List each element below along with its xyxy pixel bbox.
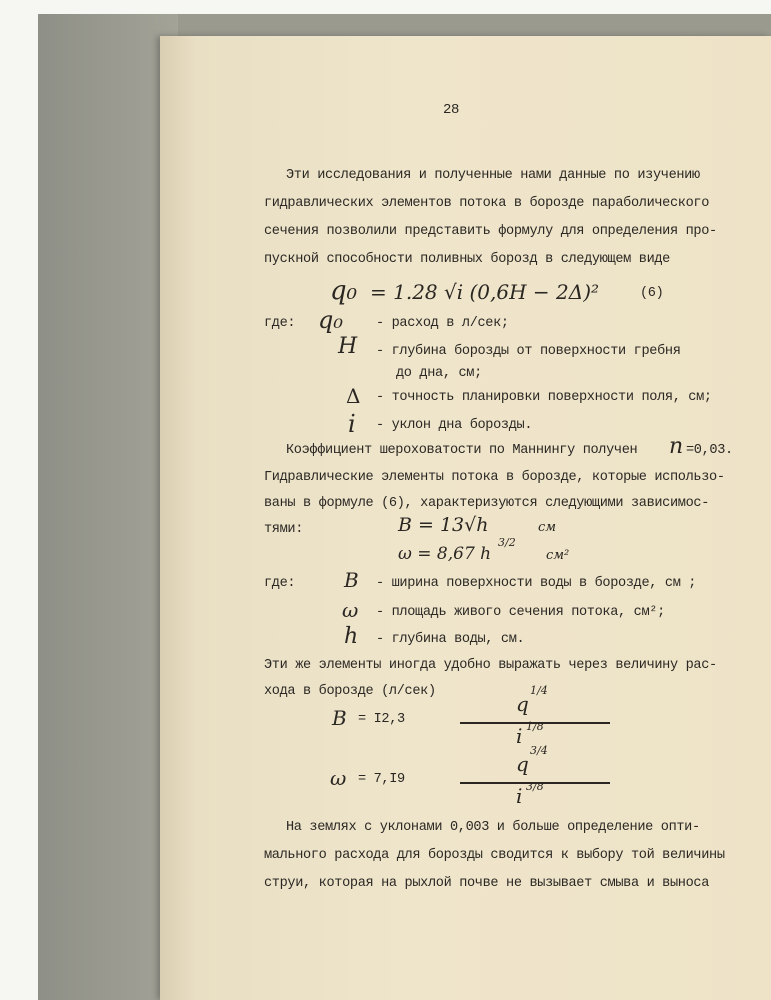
symbol-H: H: [338, 334, 358, 359]
paragraph-line: Эти же элементы иногда удобно выражать через величину рас-: [264, 658, 717, 673]
formula-B2-lhs: B: [332, 706, 347, 730]
formula-B2-coefficient: = I2,3: [358, 712, 405, 727]
symbol-B: B: [344, 568, 359, 592]
where-label: где:: [264, 576, 296, 591]
symbol-omega: ω: [342, 598, 359, 622]
symbol-i: i: [348, 410, 356, 438]
formula-B2-denominator: i: [516, 724, 523, 748]
formula-omega-unit: см²: [546, 548, 570, 563]
definition-line: - глубина воды, см.: [376, 632, 525, 647]
formula-6-rhs: = 1.28 √i (0,6H − 2Δ)²: [370, 280, 600, 304]
definition-line: - расход в л/сек;: [376, 316, 509, 331]
paragraph-line: Эти исследования и полученные нами данные по изучению: [286, 168, 700, 183]
paragraph-line: На землях с уклонами 0,003 и больше определение опти-: [286, 820, 700, 835]
formula-6-lhs: q₀: [330, 276, 358, 306]
formula-B2-numerator-exponent: 1/4: [530, 684, 548, 697]
formula-omega2-denominator-exponent: 3/8: [526, 780, 544, 793]
formula-omega-exponent: 3/2: [498, 536, 516, 549]
document-page: [160, 36, 771, 1000]
symbol-n: n: [669, 434, 684, 459]
formula-B2-numerator: q: [516, 692, 529, 716]
definition-line: - уклон дна борозды.: [376, 418, 533, 433]
paragraph-line: =0,03.: [686, 443, 733, 458]
page-number: 28: [443, 102, 460, 118]
symbol-q0: q₀: [318, 306, 343, 334]
paragraph-line: ваны в формуле (6), характеризуются следующими зависимос-: [264, 496, 710, 511]
paragraph-line: гидравлических элементов потока в борозде параболического: [264, 196, 710, 211]
formula-omega2-numerator: q: [516, 752, 529, 776]
formula-B-unit: см: [538, 520, 557, 535]
formula-omega2-coefficient: = 7,I9: [358, 772, 405, 787]
symbol-h: h: [344, 624, 359, 649]
paragraph-line: Гидравлические элементы потока в борозде, которые использо-: [264, 470, 725, 485]
definition-line: - точность планировки поверхности поля, см;: [376, 390, 712, 405]
paragraph-line: пускной способности поливных борозд в следующем виде: [264, 252, 670, 267]
definition-line: - ширина поверхности воды в борозде, см ;: [376, 576, 697, 591]
paragraph-line: Коэффициент шероховатости по Маннингу получен: [286, 443, 638, 458]
symbol-delta: Δ: [346, 384, 361, 408]
where-label: где:: [264, 316, 296, 331]
paragraph-line: мального расхода для борозды сводится к выбору той величины: [264, 848, 725, 863]
formula-number: (6): [640, 286, 664, 301]
paragraph-line: сечения позволили представить формулу для определения про-: [264, 224, 717, 239]
formula-B2-denominator-exponent: 1/8: [526, 720, 544, 733]
paragraph-line: струи, которая на рыхлой почве не вызывает смыва и выноса: [264, 876, 710, 891]
formula-omega: ω = 8,67 h: [398, 544, 492, 564]
definition-line: до дна, см;: [396, 366, 482, 381]
definition-line: - глубина борозды от поверхности гребня: [376, 344, 681, 359]
definition-line: - площадь живого сечения потока, см²;: [376, 605, 665, 620]
formula-omega2-lhs: ω: [330, 766, 347, 790]
paragraph-line: хода в борозде (л/сек): [264, 684, 436, 699]
formula-omega2-numerator-exponent: 3/4: [530, 744, 548, 757]
formula-B: B = 13√h: [398, 514, 489, 536]
paragraph-line: тями:: [264, 522, 304, 537]
formula-omega2-denominator: i: [516, 784, 523, 808]
